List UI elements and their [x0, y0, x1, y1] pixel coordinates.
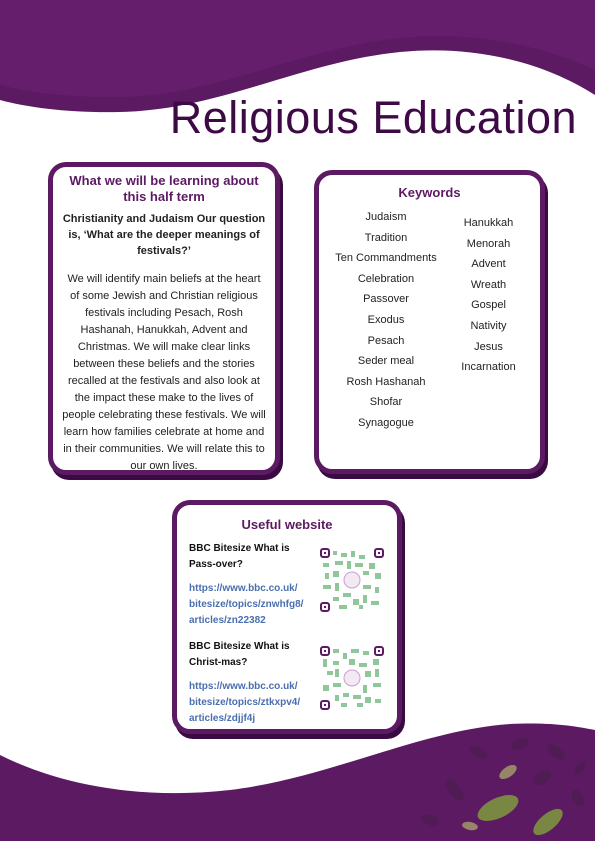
website-name: BBC Bitesize What is Pass-over? — [189, 543, 290, 570]
keyword: Nativity — [470, 319, 507, 332]
learning-question: Christianity and Judaism Our question is, ‘What are the deeper meanings of festivals?’ — [62, 213, 266, 257]
keyword: Synagogue — [358, 416, 414, 429]
keyword: Pesach — [367, 334, 405, 347]
keywords-heading: Keywords — [398, 185, 461, 200]
website-heading: Useful website — [241, 517, 333, 532]
learning-heading: What we will be learning about this half term — [69, 173, 259, 204]
keyword: Jesus — [474, 340, 503, 353]
website-link[interactable]: https://www.bbc.co.uk/ bitesize/topics/znwhfg8/ articles/zn22382 — [189, 583, 304, 626]
keyword: Rosh Hashanah — [346, 375, 426, 388]
website-link[interactable]: https://www.bbc.co.uk/ bitesize/topics/ztkxpv4/ articles/zdjjf4j — [189, 681, 301, 724]
keyword: Celebration — [357, 272, 415, 285]
keyword: Judaism — [365, 211, 407, 223]
keyword: Tradition — [364, 231, 408, 244]
keyword: Advent — [471, 258, 506, 271]
keyword: Gospel — [471, 299, 506, 312]
keyword: Exodus — [367, 313, 405, 326]
keyword: Menorah — [466, 237, 511, 250]
keyword: Hanukkah — [463, 217, 514, 229]
keyword: Seder meal — [357, 355, 415, 368]
keyword: Incarnation — [461, 361, 516, 374]
keyword: Ten Commandments — [335, 252, 437, 265]
page-title: Religious Education — [169, 92, 577, 143]
keyword: Shofar — [369, 396, 403, 409]
keyword: Passover — [363, 293, 409, 306]
keyword: Wreath — [470, 278, 507, 291]
website-name: BBC Bitesize What is Christ-mas? — [189, 641, 290, 668]
learning-body: We will identify main beliefs at the heart of some Jewish and Christian religious festivals including Pesach, Rosh Hashanah, Hanukkah, Advent and Christmas. We will make clear links between these beliefs and the stories recalled at the festivals and also look at the impact these make to the lives of people celebrating these festivals. We will learn how families celebrate at home and in their communities. We will relate this to our own lives. — [62, 273, 266, 472]
